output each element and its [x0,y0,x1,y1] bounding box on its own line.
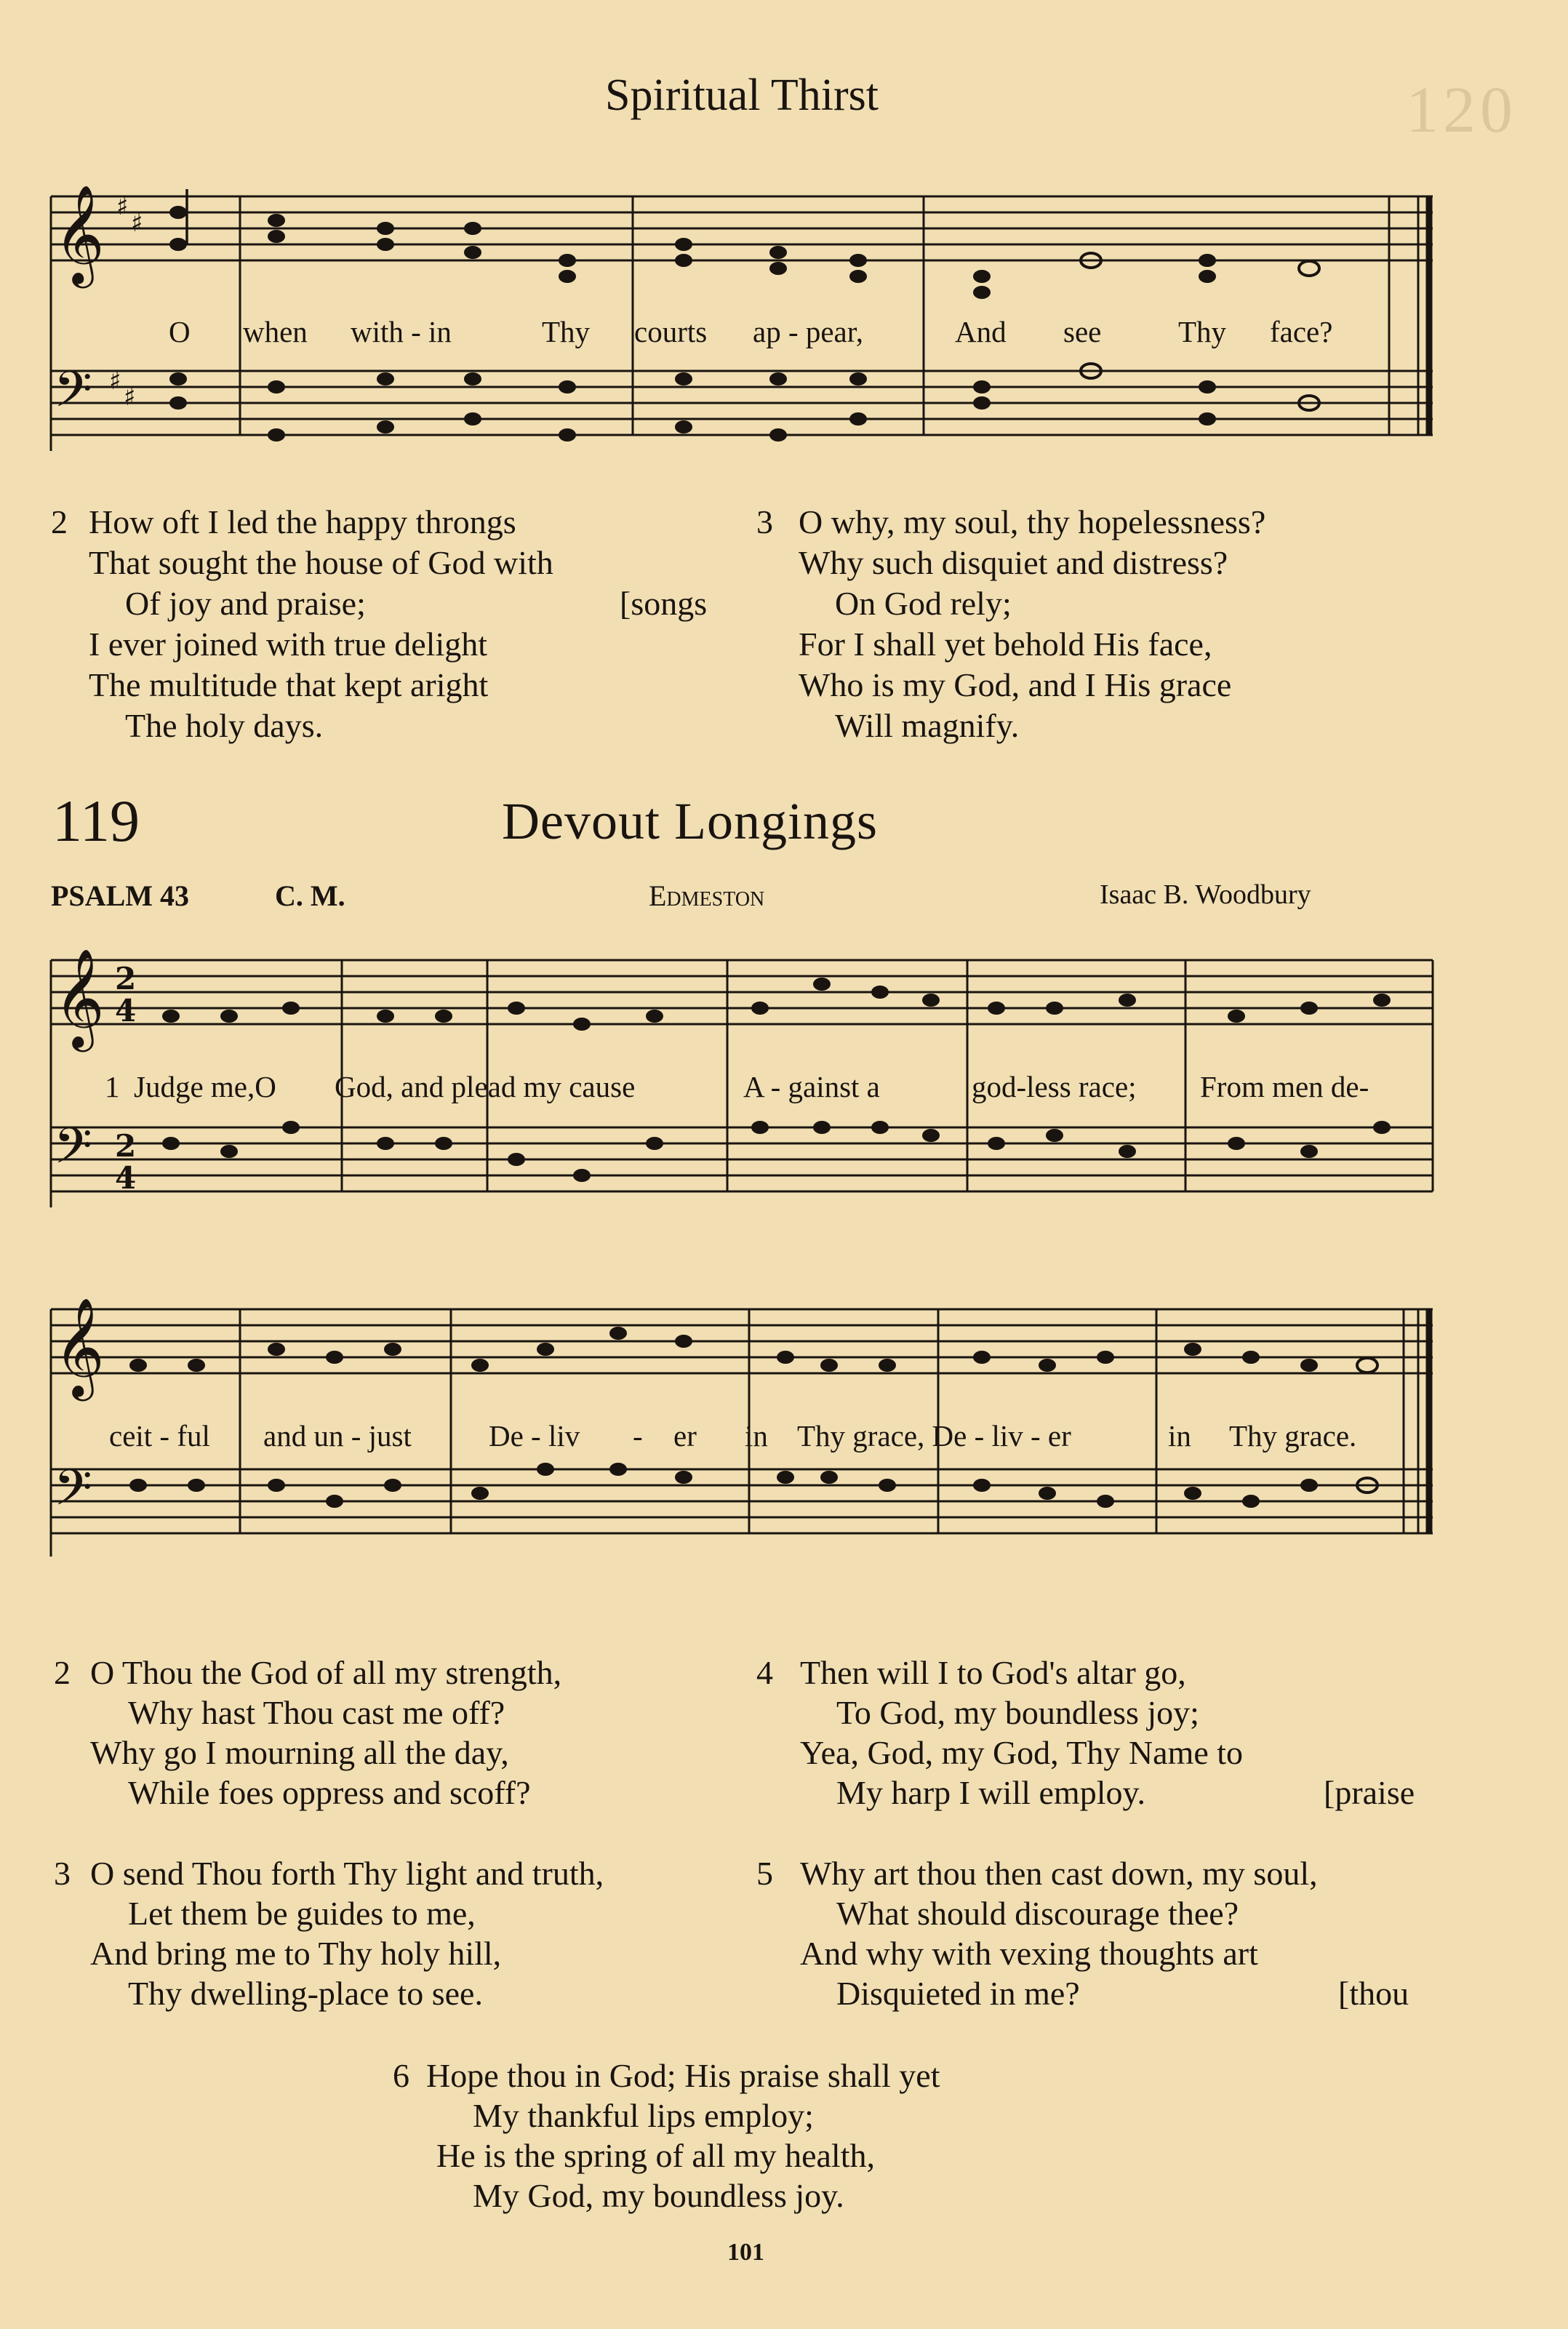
hymn-119-verse-2 [0,1653,764,1820]
svg-text:𝄞: 𝄞 [54,183,105,284]
verse-number: 6 [393,2057,409,2094]
verse-line: Of joy and praise; [125,585,366,622]
meter: C. M. [275,879,345,912]
hymn-119-lyrics-2 [0,1418,1568,1455]
verse-line: Why such disquiet and distress? [799,544,1228,581]
verse-line: O send Thou forth Thy light and truth, [90,1855,604,1892]
verse-number: 3 [54,1855,71,1892]
verse-line: Thy dwelling-place to see. [128,1975,483,2012]
verse-line: Why hast Thou cast me off? [128,1694,505,1731]
tune-name: Edmeston [649,879,765,912]
lyric-syllable: O [169,315,191,348]
verse-line: [songs [620,585,708,622]
svg-text:♯: ♯ [109,367,121,396]
verse-number: 3 [756,503,773,540]
hymn-119-verse-6 [393,2056,1193,2223]
lyric-syllable: Thy [542,315,591,348]
lyric-syllable: Thy grace, De - liv - er [797,1419,1071,1453]
verse-line: My thankful lips employ; [473,2097,814,2134]
verse-line: My God, my boundless joy. [473,2177,844,2214]
lyric-syllable: and un - just [263,1419,412,1453]
verse-line: The holy days. [125,707,324,744]
verse-line: [praise [1324,1774,1415,1811]
bass-staff [51,361,1433,435]
verse-line: [thou [1338,1975,1409,2012]
verse-line: That sought the house of God with [89,544,553,581]
verse-line: On God rely; [835,585,1012,622]
lyric-syllable: face? [1270,315,1333,348]
lyric-syllable: And [955,315,1007,348]
svg-text:4: 4 [115,993,137,1028]
verse-line: My harp I will employ. [836,1774,1146,1811]
lyric-syllable: Thy [1178,315,1227,348]
verse-line: I ever joined with true delight [89,626,488,663]
lyric-syllable: courts [634,315,708,348]
svg-text:♯: ♯ [131,209,143,238]
hymn-119-title: Devout Longings [502,792,878,850]
verse-line: Who is my God, and I His grace [799,666,1232,703]
verse-number: 1 [105,1070,120,1103]
verse-line: The multitude that kept aright [89,666,489,703]
verse-line: What should discourage thee? [836,1895,1239,1932]
hymn-118-verse-2 [0,502,764,749]
verse-line: Will magnify. [835,707,1020,744]
hymn-119-verse-5 [756,1853,1527,2021]
hymn-118-lyrics [0,314,1568,351]
hymn-119-verse-4 [756,1653,1527,1820]
verse-number: 2 [54,1654,71,1691]
lyric-syllable: when [243,315,308,348]
verse-line: Then will I to God's altar go, [800,1654,1186,1691]
verse-line: And bring me to Thy holy hill, [90,1935,502,1972]
lyric-syllable: ap - pear, [753,315,864,348]
svg-text:𝄞: 𝄞 [54,947,105,1047]
composer: Isaac B. Woodbury [1100,879,1311,910]
svg-text:2: 2 [115,961,137,996]
verse-number: 5 [756,1855,773,1892]
svg-text:4: 4 [115,1160,137,1196]
svg-text:♯: ♯ [124,383,136,412]
hymn-119-verse-3 [0,1853,764,2021]
lyric-syllable: Judge me,O [134,1070,276,1103]
verse-line: For I shall yet behold His face, [799,626,1212,663]
verse-line: Hope thou in God; His praise shall yet [426,2057,940,2094]
svg-text:𝄢: 𝄢 [54,361,92,431]
lyric-syllable: From men de- [1200,1070,1369,1103]
lyric-syllable: De - liv [489,1419,580,1453]
lyric-syllable: A - gainst a [743,1070,880,1103]
bleed-through-number: 120 [1406,74,1517,146]
hymn-118-verse-3 [756,502,1527,749]
hymn-number: 119 [52,788,140,854]
verse-line: Why art thou then cast down, my soul, [800,1855,1318,1892]
lyric-syllable: er [673,1419,697,1453]
verse-line: To God, my boundless joy; [836,1694,1199,1731]
verse-line: While foes oppress and scoff? [128,1774,531,1811]
lyric-syllable: ceit - ful [109,1419,210,1453]
hymn-119-lyrics-1 [0,1069,1568,1106]
lyric-syllable: - [633,1419,643,1453]
verse-line: Let them be guides to me, [128,1895,476,1932]
hymn-118-title: Spiritual Thirst [604,71,879,120]
svg-text:♯: ♯ [116,192,129,221]
verse-line: Disquieted in me? [836,1975,1080,2012]
svg-text:𝄞: 𝄞 [54,1296,105,1397]
verse-line: How oft I led the happy throngs [89,503,516,540]
verse-number: 2 [51,503,68,540]
lyric-syllable: Thy grace. [1229,1419,1357,1453]
page-number: 101 [727,2239,764,2266]
psalm-reference: PSALM 43 [51,879,189,912]
verse-line: Why go I mourning all the day, [90,1734,509,1771]
lyric-syllable: in [1168,1419,1191,1453]
lyric-syllable: with - in [351,315,452,348]
svg-text:𝄢: 𝄢 [54,1460,92,1529]
verse-line: He is the spring of all my health, [436,2137,875,2174]
lyric-syllable: god-less race; [972,1070,1137,1103]
lyric-syllable: God, and plead my cause [335,1070,636,1103]
svg-text:2: 2 [115,1128,137,1164]
svg-text:𝄢: 𝄢 [54,1118,92,1187]
notes-119-2 [129,1327,1377,1508]
verse-line: O why, my soul, thy hopelessness? [799,503,1266,540]
lyric-syllable: see [1063,315,1102,348]
verse-line: Yea, God, my God, Thy Name to [800,1734,1244,1771]
verse-line: And why with vexing thoughts art [800,1935,1258,1972]
lyric-syllable: in [745,1419,768,1453]
verse-line: O Thou the God of all my strength, [90,1654,562,1691]
verse-number: 4 [756,1654,773,1691]
